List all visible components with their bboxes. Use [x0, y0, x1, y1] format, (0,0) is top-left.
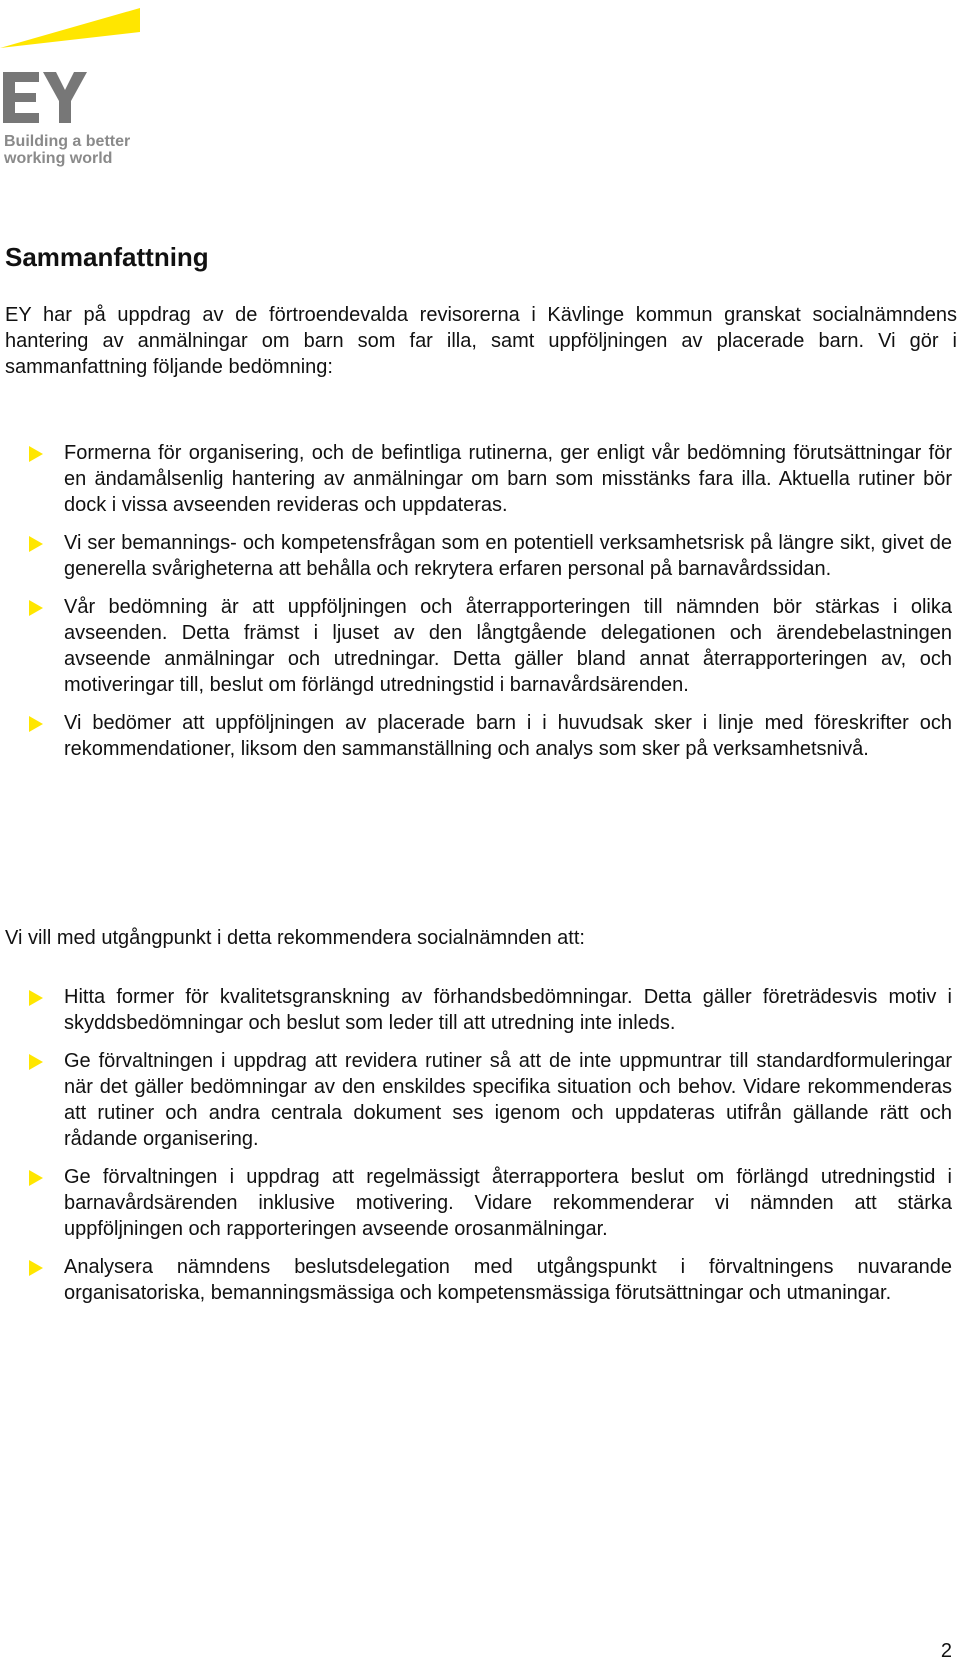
tagline-line-1: Building a better: [4, 133, 131, 150]
assessment-list: [0, 440, 960, 774]
triangle-bullet-icon: [29, 1054, 43, 1070]
assessment-text: Vi ser bemannings- och kompetensfrågan som en potentiell verksamhetsrisk på längre sikt, givet de generella svårigheterna att behålla och rekrytera erfaren personal på barnavårdssidan.: [64, 532, 952, 580]
recommendation-item: [0, 1048, 952, 1152]
section-heading: Sammanfattning: [5, 242, 209, 272]
assessment-text: Formerna för organisering, och de befintliga rutinerna, ger enligt vår bedömning förutsättningar för en ändamålsenlig hantering av anmälningar om barn som misstänks fara illa. Aktuella rutiner bör dock i vissa avseenden revideras och uppdateras.: [64, 442, 952, 516]
triangle-bullet-icon: [29, 716, 43, 732]
ey-beam-icon: [0, 4, 150, 66]
triangle-bullet-icon: [29, 446, 43, 462]
triangle-bullet-icon: [29, 600, 43, 616]
assessment-item: [0, 440, 952, 518]
recommendation-text: Hitta former för kvalitetsgranskning av förhandsbedömningar. Detta gäller företrädesvis motiv i skyddsbedömningar och beslut som leder till att utredning inte inleds.: [64, 986, 952, 1034]
intro-paragraph: EY har på uppdrag av de förtroendevalda revisorerna i Kävlinge kommun granskat socialnämndens hantering av anmälningar om barn som far illa, samt uppföljningen av placerade barn. Vi gör i sammanfattning följande bedömning:: [5, 304, 957, 378]
triangle-bullet-icon: [29, 1170, 43, 1186]
triangle-bullet-icon: [29, 990, 43, 1006]
recommendation-item: [0, 1164, 952, 1242]
triangle-bullet-icon: [29, 1260, 43, 1276]
recommendation-item: [0, 1254, 952, 1306]
assessment-text: Vår bedömning är att uppföljningen och återrapporteringen till nämnden bör stärkas i olika avseenden. Detta främst i ljuset av den långtgående delegationen och ärendebelastningen avseende anmälningar och utredningar. Detta gäller bland annat återrapporteringen av, och motiveringar till, beslut om förlängd utredningstid i barnavårdsärenden.: [64, 596, 952, 696]
ey-letters-icon: [3, 72, 91, 124]
page-number: 2: [940, 1640, 952, 1662]
recommendation-item: [0, 984, 952, 1036]
ey-tagline: [4, 133, 144, 167]
ey-logo: [0, 0, 150, 175]
assessment-item: [0, 530, 952, 582]
assessment-text: Vi bedömer att uppföljningen av placerade barn i i huvudsak sker i linje med föreskrifter och rekommendationer, liksom den sammanställning och analys som sker på verksamhetsnivå.: [64, 712, 952, 760]
triangle-bullet-icon: [29, 536, 43, 552]
assessment-item: [0, 594, 952, 698]
recommendation-list: [0, 984, 960, 1318]
recommendation-text: Ge förvaltningen i uppdrag att revidera rutiner så att de inte uppmuntrar till standardformuleringar när det gäller bedömningar av den enskildes specifika situation och behov. Vidare rekommenderas att rutiner och andra centrala dokument ses igenom och uppdateras utifrån gällande rätt och rådande organisering.: [64, 1050, 952, 1150]
tagline-line-2: working world: [4, 150, 113, 167]
assessment-item: [0, 710, 952, 762]
recommendation-text: Ge förvaltningen i uppdrag att regelmässigt återrapportera beslut om förlängd utredningstid i barnavårdsärenden inklusive motivering. Vidare rekommenderar vi nämnden att stärka uppföljningen och rapporteringen avseende orosanmälningar.: [64, 1166, 952, 1240]
recommendation-text: Analysera nämndens beslutsdelegation med utgångspunkt i förvaltningens nuvarande organisatoriska, bemanningsmässiga och kompetensmässiga förutsättningar och utmaningar.: [64, 1256, 952, 1304]
recommendations-intro: Vi vill med utgångpunkt i detta rekommendera socialnämnden att:: [5, 927, 585, 949]
